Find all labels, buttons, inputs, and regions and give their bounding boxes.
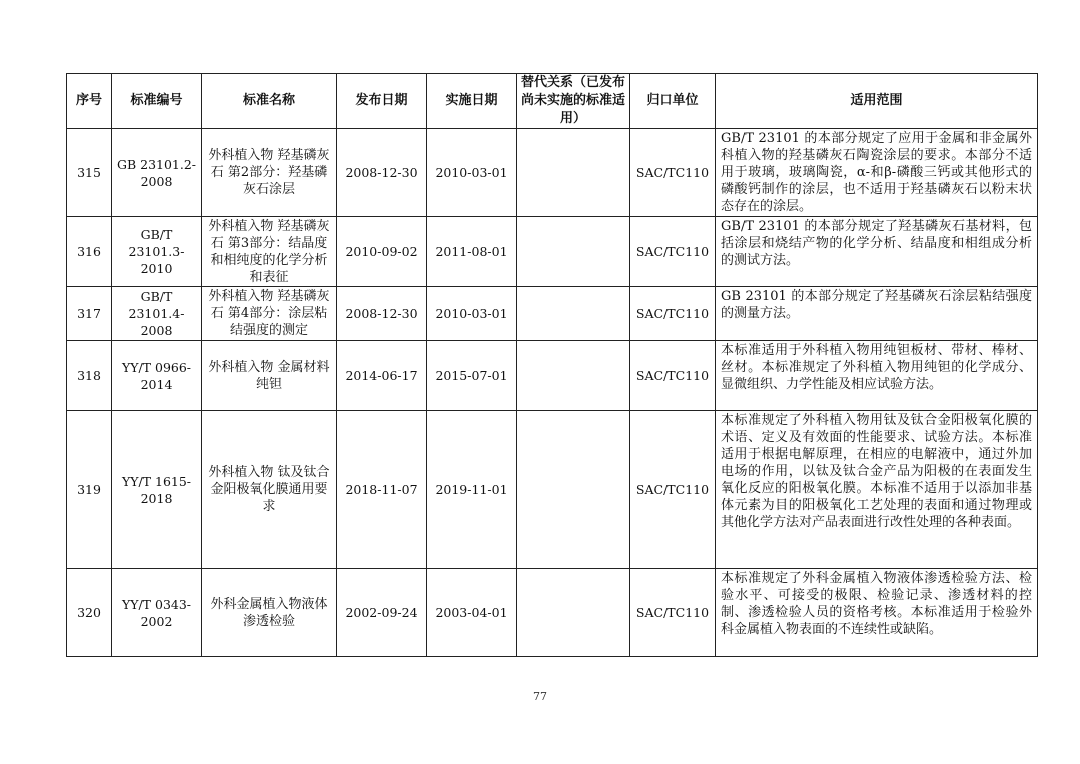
row-replacement bbox=[517, 341, 630, 411]
row-scope: GB 23101 的本部分规定了羟基磷灰石涂层粘结强度的测量方法。 bbox=[716, 287, 1038, 341]
table-row bbox=[67, 129, 1038, 217]
row-publish-date: 2018-11-07 bbox=[337, 411, 427, 569]
table-row bbox=[67, 341, 1038, 411]
row-replacement bbox=[517, 411, 630, 569]
row-replacement bbox=[517, 569, 630, 657]
row-unit: SAC/TC110 bbox=[630, 569, 716, 657]
row-unit: SAC/TC110 bbox=[630, 341, 716, 411]
row-code: YY/T 1615-2018 bbox=[112, 411, 202, 569]
row-no: 316 bbox=[67, 217, 112, 287]
table-row bbox=[67, 217, 1038, 287]
row-publish-date: 2002-09-24 bbox=[337, 569, 427, 657]
row-code: GB/T 23101.4-2008 bbox=[112, 287, 202, 341]
row-code: YY/T 0343-2002 bbox=[112, 569, 202, 657]
row-implement-date: 2019-11-01 bbox=[427, 411, 517, 569]
row-unit: SAC/TC110 bbox=[630, 129, 716, 217]
standards-table bbox=[66, 73, 1038, 657]
row-scope: GB/T 23101 的本部分规定了羟基磷灰石基材料，包括涂层和烧结产物的化学分析、结晶度和相组成分析的测试方法。 bbox=[716, 217, 1038, 287]
header-cell-name: 标准名称 bbox=[202, 74, 337, 129]
row-code: GB 23101.2-2008 bbox=[112, 129, 202, 217]
row-name: 外科植入物 羟基磷灰石 第2部分：羟基磷灰石涂层 bbox=[202, 129, 337, 217]
row-scope: GB/T 23101 的本部分规定了应用于金属和非金属外科植入物的羟基磷灰石陶瓷涂层的要求。本部分不适用于玻璃，玻璃陶瓷，α-和β-磷酸三钙或其他形式的磷酸钙制作的涂层，也不适用于羟基磷灰石以粉末状态存在的涂层。 bbox=[716, 129, 1038, 217]
row-no: 315 bbox=[67, 129, 112, 217]
header-cell-replacement: 替代关系（已发布尚未实施的标准适用） bbox=[517, 74, 630, 129]
row-code: YY/T 0966-2014 bbox=[112, 341, 202, 411]
row-replacement bbox=[517, 129, 630, 217]
row-publish-date: 2008-12-30 bbox=[337, 129, 427, 217]
row-publish-date: 2014-06-17 bbox=[337, 341, 427, 411]
row-replacement bbox=[517, 287, 630, 341]
row-publish-date: 2008-12-30 bbox=[337, 287, 427, 341]
table-row bbox=[67, 569, 1038, 657]
row-name: 外科植入物 钛及钛合金阳极氧化膜通用要求 bbox=[202, 411, 337, 569]
row-scope: 本标准规定了外科植入物用钛及钛合金阳极氧化膜的术语、定义及有效面的性能要求、试验方法。本标准适用于根据电解原理，在相应的电解液中，通过外加电场的作用，以钛及钛合金产品为阳极的在表面发生氧化反应的阳极氧化膜。本标准不适用于以添加非基体元素为目的阳极氧化工艺处理的表面和通过物理或其他化学方法对产品表面进行改性处理的各种表面。 bbox=[716, 411, 1038, 569]
row-no: 317 bbox=[67, 287, 112, 341]
row-name: 外科植入物 羟基磷灰石 第4部分：涂层粘结强度的测定 bbox=[202, 287, 337, 341]
row-replacement bbox=[517, 217, 630, 287]
row-scope: 本标准规定了外科金属植入物液体渗透检验方法、检验水平、可接受的极限、检验记录、渗透材料的控制、渗透检验人员的资格考核。本标准适用于检验外科金属植入物表面的不连续性或缺陷。 bbox=[716, 569, 1038, 657]
row-implement-date: 2011-08-01 bbox=[427, 217, 517, 287]
row-name: 外科植入物 羟基磷灰石 第3部分：结晶度和相纯度的化学分析和表征 bbox=[202, 217, 337, 287]
row-publish-date: 2010-09-02 bbox=[337, 217, 427, 287]
row-no: 318 bbox=[67, 341, 112, 411]
table-row bbox=[67, 287, 1038, 341]
table-row bbox=[67, 411, 1038, 569]
row-unit: SAC/TC110 bbox=[630, 411, 716, 569]
page-number: 77 bbox=[533, 690, 547, 703]
header-cell-unit: 归口单位 bbox=[630, 74, 716, 129]
header-cell-scope: 适用范围 bbox=[716, 74, 1038, 129]
header-cell-no: 序号 bbox=[67, 74, 112, 129]
row-unit: SAC/TC110 bbox=[630, 287, 716, 341]
header-cell-code: 标准编号 bbox=[112, 74, 202, 129]
row-name: 外科植入物 金属材料 纯钽 bbox=[202, 341, 337, 411]
row-name: 外科金属植入物液体渗透检验 bbox=[202, 569, 337, 657]
row-implement-date: 2003-04-01 bbox=[427, 569, 517, 657]
row-scope: 本标准适用于外科植入物用纯钽板材、带材、棒材、丝材。本标准规定了外科植入物用纯钽的化学成分、显微组织、力学性能及相应试验方法。 bbox=[716, 341, 1038, 411]
row-code: GB/T 23101.3-2010 bbox=[112, 217, 202, 287]
header-cell-implement-date: 实施日期 bbox=[427, 74, 517, 129]
row-implement-date: 2015-07-01 bbox=[427, 341, 517, 411]
row-no: 319 bbox=[67, 411, 112, 569]
row-implement-date: 2010-03-01 bbox=[427, 287, 517, 341]
header-row bbox=[67, 74, 1038, 129]
row-implement-date: 2010-03-01 bbox=[427, 129, 517, 217]
row-no: 320 bbox=[67, 569, 112, 657]
header-cell-publish-date: 发布日期 bbox=[337, 74, 427, 129]
row-unit: SAC/TC110 bbox=[630, 217, 716, 287]
